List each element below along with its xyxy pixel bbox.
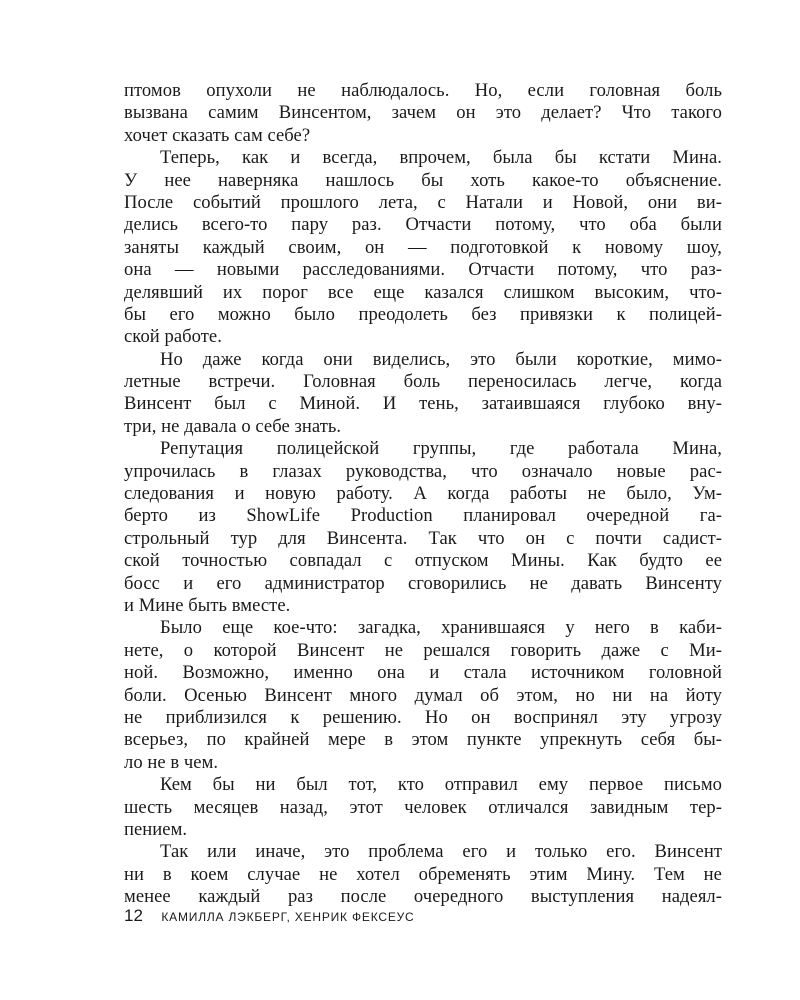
text-line: Репутация полицейской группы, где работала Мина, (160, 438, 722, 460)
running-head: КАМИЛЛА ЛЭКБЕРГ, ХЕНРИК ФЕКСЕУС (161, 910, 415, 924)
text-line: три, не давала о себе знать. (124, 415, 342, 437)
text-line: строльный тур для Винсента. Так что он с почти садист- (124, 527, 722, 549)
text-line: вызвана самим Винсентом, зачем он это делает? Что такого (124, 102, 722, 124)
page-footer (124, 906, 415, 926)
text-line: делись всего-то пару раз. Отчасти потому, что оба были (124, 214, 722, 236)
text-line: ной. Возможно, именно она и стала источником головной (124, 662, 722, 684)
text-line: Было еще кое-что: загадка, хранившаяся у него в каби- (160, 617, 722, 639)
text-line: заняты каждый своим, он — подготовкой к новому шоу, (124, 236, 722, 258)
text-line: Так или иначе, это проблема его и только его. Винсент (160, 841, 722, 863)
text-line: ло не в чем. (124, 751, 219, 773)
page-number: 12 (124, 906, 143, 925)
text-line: нете, о которой Винсент не решался говорить даже с Ми- (124, 639, 722, 661)
text-line: пением. (124, 818, 188, 840)
text-line: и Мине быть вместе. (124, 594, 291, 616)
text-line: бы его можно было преодолеть без привязки к полицей- (124, 303, 722, 325)
text-line: ни в коем случае не хотел обременять этим Мину. Тем не (124, 863, 722, 885)
text-line: Винсент был с Миной. И тень, затаившаяся глубоко вну- (124, 393, 722, 415)
text-line: она — новыми расследованиями. Отчасти потому, что раз- (124, 259, 722, 281)
text-line: менее каждый раз после очередного выступления надеял- (124, 886, 722, 908)
text-line: берто из ShowLife Production планировал очередной га- (124, 505, 722, 527)
text-line: делявший их порог все еще казался слишком высоким, что- (124, 281, 722, 303)
text-line: не приблизился к решению. Но он воспринял эту угрозу (124, 706, 722, 728)
text-line: Кем бы ни был тот, кто отправил ему первое письмо (160, 774, 722, 796)
text-line: всерьез, по крайней мере в этом пункте упрекнуть себя бы- (124, 729, 722, 751)
text-line: птомов опухоли не наблюдалось. Но, если головная боль (124, 80, 722, 101)
body-text (124, 80, 722, 908)
text-line: летные встречи. Головная боль переносилась легче, когда (124, 371, 722, 393)
text-line: шесть месяцев назад, этот человек отличался завидным тер- (124, 796, 722, 818)
text-line: следования и новую работу. А когда работы не было, Ум- (124, 483, 722, 505)
text-line: ской точностью совпадал с отпуском Мины. Как будто ее (124, 550, 722, 572)
text-line: боли. Осенью Винсент много думал об этом, но ни на йоту (124, 684, 722, 706)
text-line: упрочилась в глазах руководства, что означало новые рас- (124, 460, 722, 482)
text-line: Теперь, как и всегда, впрочем, была бы кстати Мина. (160, 147, 722, 169)
text-line: У нее наверняка нашлось бы хоть какое-то объяснение. (124, 169, 722, 191)
text-line: ской работе. (124, 326, 222, 348)
text-line: Но даже когда они виделись, это были короткие, мимо- (160, 348, 722, 370)
text-line: босс и его администратор сговорились не давать Винсенту (124, 572, 722, 594)
text-line: хочет сказать сам себе? (124, 124, 311, 146)
text-line: После событий прошлого лета, с Натали и Новой, они ви- (124, 191, 722, 213)
